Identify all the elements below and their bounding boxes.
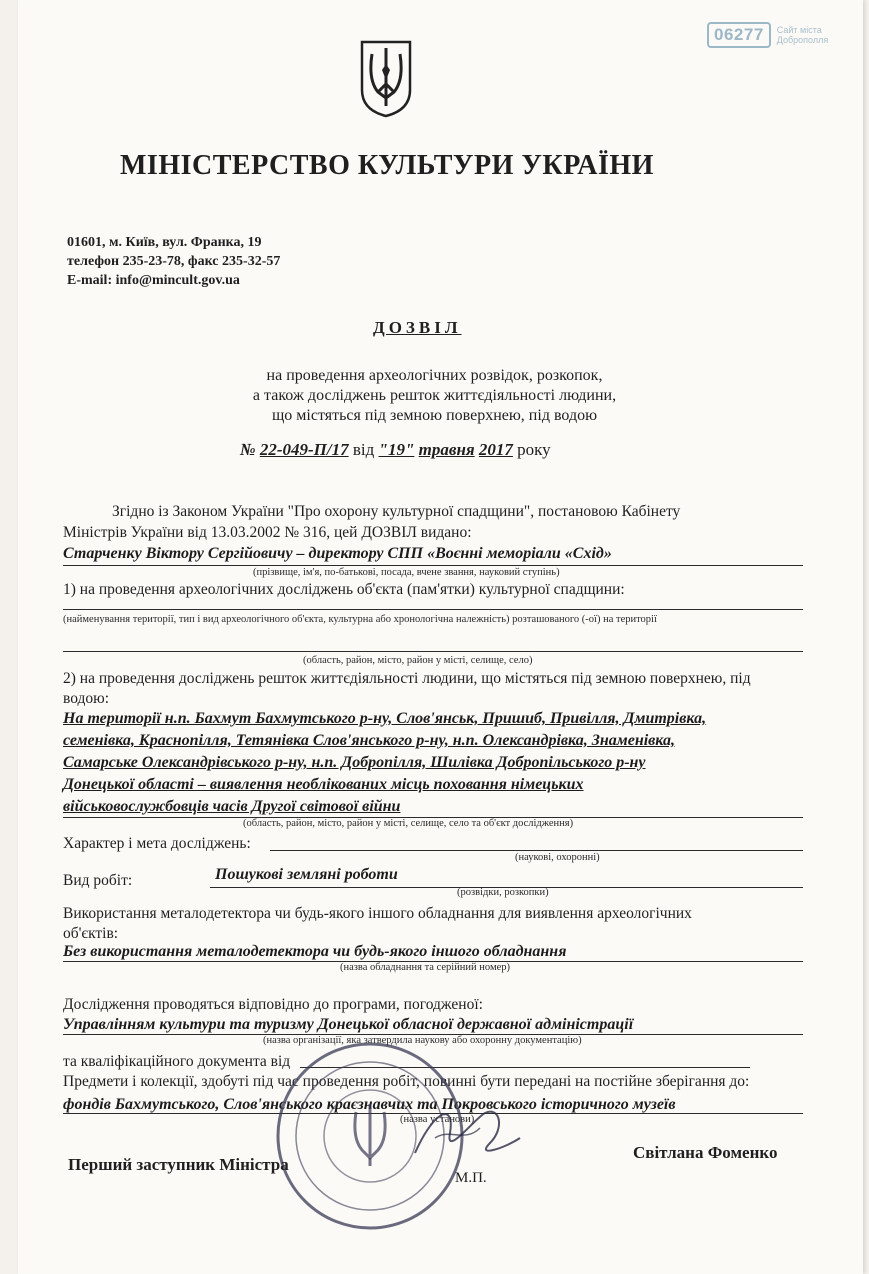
territory-caption: (область, район, місто, район у місті, селище, село та об'єкт дослідження) [243,818,574,829]
item-2-line-2: водою: [63,690,110,707]
work-value: Пошукові земляні роботи [215,866,398,883]
territory-line-2: семенівка, Краснопілля, Тетянівка Слов'янського р-ну, н.п. Олександрівка, Знаменівка, [63,732,676,749]
signatory-name: Світлана Фоменко [633,1143,778,1162]
handwritten-signature [405,1098,525,1168]
permit-number-line [240,440,551,460]
territory-line-4: Донецької області – виявлення необлікованих місць поховання німецьких [63,776,584,793]
intro-line-2: Міністрів України від 13.03.2002 № 316, цей ДОЗВІЛ видано: [63,524,472,541]
permit-from-label: від [352,440,375,459]
program-value: Управлінням культури та туризму Донецької обласної державної адміністрації [63,1016,634,1033]
recipient-rule [63,565,803,566]
territory-line-1: На території н.п. Бахмут Бахмутського р-ну, Слов'янськ, Пришиб, Привілля, Дмитрівка, [63,710,707,727]
detector-caption: (назва обладнання та серійний номер) [340,962,511,973]
item-2-line-1: 2) на проведення досліджень решток життєдіяльності людини, що містяться під земною поверхнею, під [63,670,751,687]
permit-no-label: № [240,440,256,459]
ministry-phone: телефон 235-23-78, факс 235-32-57 [67,254,281,269]
detector-value: Без використання металодетектора чи будь-якого іншого обладнання [63,943,567,960]
permit-year: 2017 [478,440,513,459]
museums-value: фондів Бахмутського, Слов'янського краєзнавчих та Покровського історичного музеїв [63,1096,676,1113]
document-subtitle-1: на проведення археологічних розвідок, розкопок, [266,367,603,384]
detector-line-1: Використання металодетектора чи будь-якого іншого обладнання для виявлення археологічних [63,905,692,922]
site-watermark [707,18,863,52]
intro-line-1: Згідно із Законом України "Про охорону культурної спадщини", постановою Кабінету [112,503,681,520]
signatory-position: Перший заступник Міністра [68,1155,289,1174]
work-caption: (розвідки, розкопки) [457,887,549,898]
permit-day: "19" [378,440,415,459]
item-1-text: 1) на проведення археологічних досліджень об'єкта (пам'ятки) культурної спадщини: [63,581,625,598]
character-rule [270,850,803,851]
character-label: Характер і мета досліджень: [63,835,251,852]
detector-line-2: об'єктів: [63,925,119,942]
territory-line-3: Самарське Олександрівського р-ну, н.п. Добропілля, Шилівка Добропільського р-ну [63,754,646,771]
seal-place-label: М.П. [455,1170,487,1186]
item-1-rule-1 [63,609,803,610]
program-label: Дослідження проводяться відповідно до програми, погодженої: [63,996,483,1013]
ministry-email: E-mail: info@mincult.gov.ua [67,273,240,288]
ministry-address: 01601, м. Київ, вул. Франка, 19 [67,235,262,250]
territory-line-5: військовослужбовців часів Другої світової війни [63,798,401,815]
watermark-badge: 06277 [707,22,771,48]
item-1-rule-2 [63,651,803,652]
item-1-caption-2: (область, район, місто, район у місті, селище, село) [303,655,533,666]
permit-number: 22-049-П/17 [259,440,349,459]
permit-year-label: року [517,440,551,459]
museums-caption: (назва установи) [400,1114,475,1125]
qualification-label: та кваліфікаційного документа від [63,1053,291,1070]
items-transfer-text: Предмети і колекції, здобуті під час проведення робіт, повинні бути передані на постійне зберігання до: [63,1073,750,1090]
work-label: Вид робіт: [63,872,133,889]
character-caption: (наукові, охоронні) [515,852,600,863]
document-subtitle-3: що містяться під земною поверхнею, під водою [271,407,598,424]
ministry-title: МІНІСТЕРСТВО КУЛЬТУРИ УКРАЇНИ [120,150,654,181]
recipient-name: Старченку Віктору Сергійовичу – директору СПП «Воєнні меморіали «Схід» [63,545,612,562]
recipient-caption: (прізвище, ім'я, по-батькові, посада, вчене звання, науковий ступінь) [253,567,560,578]
item-1-caption-1: (найменування території, тип і вид археологічного об'єкта, культурна або хронологічна належність) розташованого (-ої) на території [63,614,657,625]
coat-of-arms-icon [358,40,414,118]
document-subtitle-2: а також досліджень решток життєдіяльності людини, [252,387,617,404]
permit-month: травня [418,440,475,459]
document-heading: ДОЗВІЛ [373,318,462,337]
watermark-text: Сайт міста Доброполля [776,25,829,45]
program-caption: (назва організації, яка затвердила наукову або охоронну документацію) [263,1035,582,1046]
